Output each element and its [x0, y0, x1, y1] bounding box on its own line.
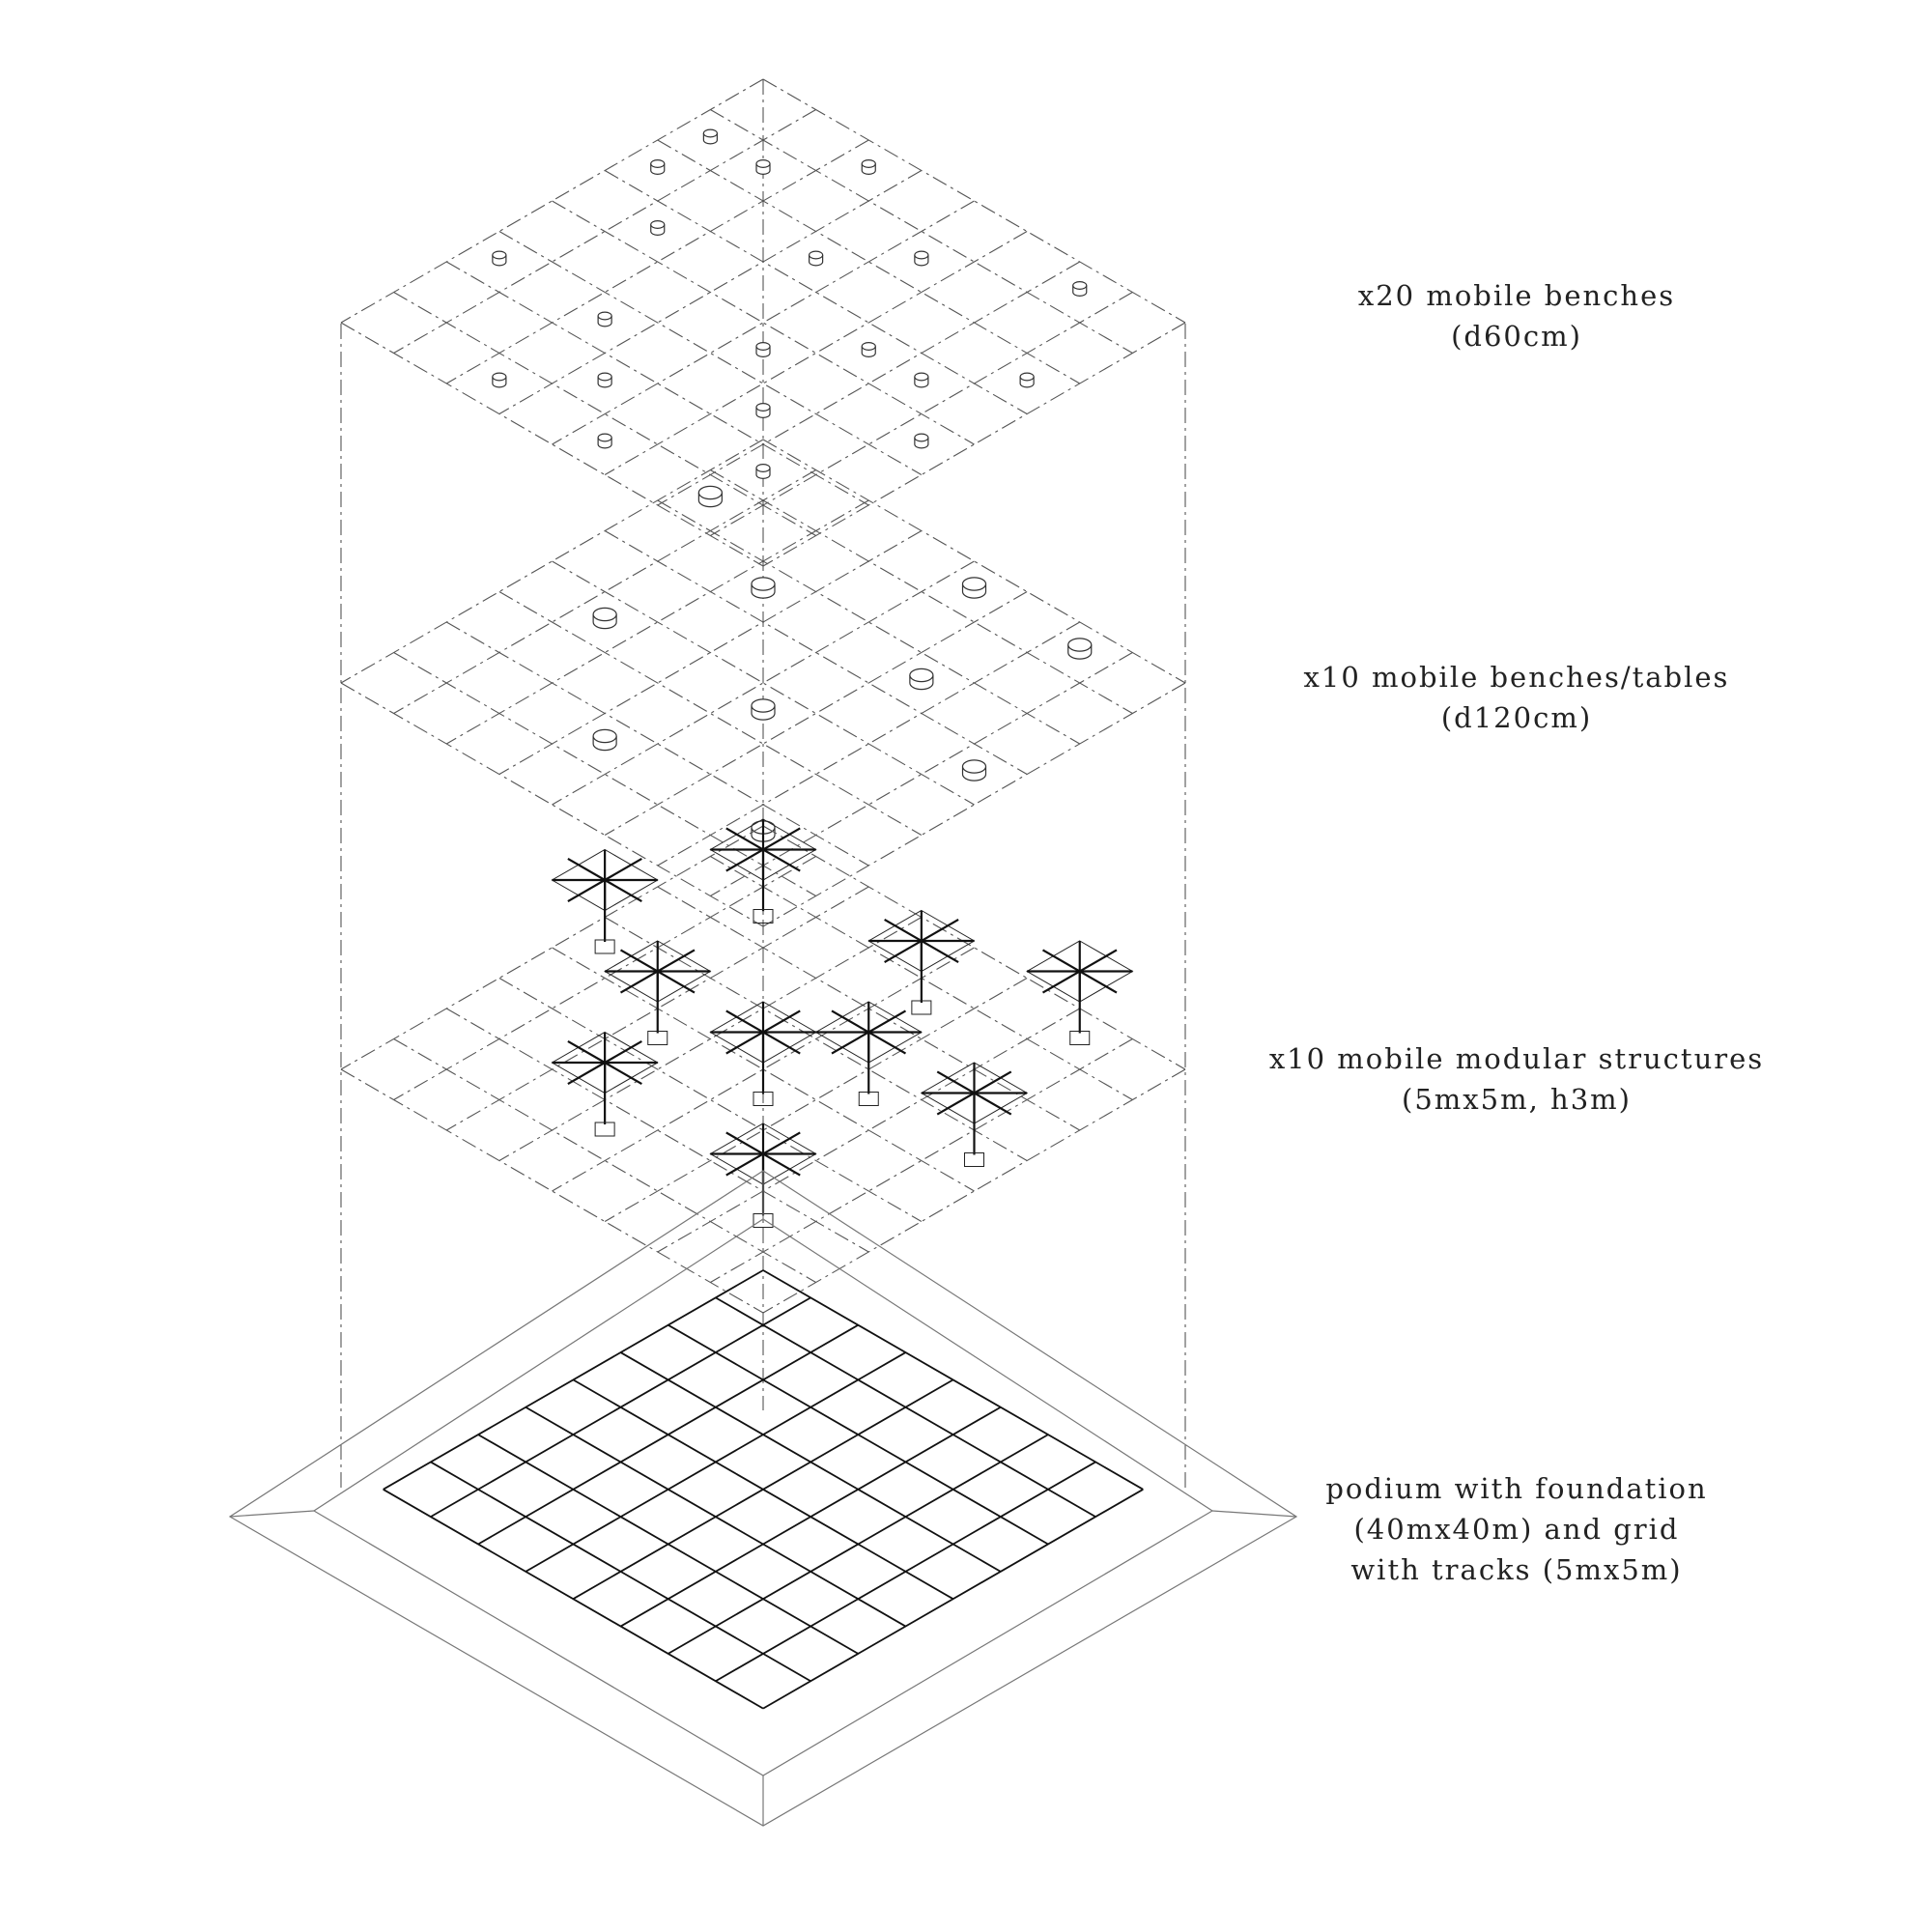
- small-bench: [651, 160, 665, 168]
- small-bench: [756, 343, 770, 351]
- base-block: [859, 1093, 878, 1106]
- small-bench: [598, 434, 611, 441]
- base-block: [912, 1001, 931, 1014]
- caption-podium: [1246, 1468, 1787, 1590]
- small-bench: [915, 251, 928, 259]
- caption-line: (d120cm): [1440, 701, 1593, 734]
- small-bench: [756, 404, 770, 412]
- large-bench: [1068, 639, 1092, 651]
- large-bench: [593, 608, 616, 620]
- caption-benches-tables: [1246, 657, 1787, 738]
- small-bench: [598, 373, 611, 381]
- small-bench: [756, 160, 770, 168]
- modular-structure: [710, 1002, 815, 1106]
- base-block: [965, 1153, 984, 1167]
- vertical-guide-lines: [341, 79, 1185, 1488]
- small-bench: [915, 434, 928, 441]
- modular-structure: [710, 819, 815, 923]
- podium-bevel: [230, 1511, 314, 1517]
- caption-line: (40mx40m) and grid: [1353, 1513, 1680, 1546]
- small-bench: [756, 465, 770, 472]
- base-block: [595, 940, 614, 953]
- small-bench: [862, 160, 875, 168]
- large-bench: [698, 486, 722, 498]
- small-bench: [651, 221, 665, 229]
- small-bench: [810, 251, 823, 259]
- large-bench: [963, 578, 986, 590]
- small-bench: [1020, 373, 1034, 381]
- caption-small-benches: [1246, 275, 1787, 356]
- modular-structure: [553, 1033, 658, 1137]
- caption-line: (d60cm): [1451, 320, 1582, 353]
- small-bench: [915, 373, 928, 381]
- small-bench: [862, 343, 875, 351]
- caption-modular-structures: [1246, 1038, 1787, 1120]
- modular-structure: [816, 1002, 922, 1106]
- small-bench: [493, 373, 506, 381]
- large-bench: [752, 578, 775, 590]
- base-block: [1070, 1032, 1090, 1045]
- modular-structure: [868, 911, 974, 1015]
- caption-line: with tracks (5mx5m): [1350, 1553, 1683, 1586]
- small-bench: [598, 312, 611, 320]
- modular-structure: [1027, 941, 1132, 1045]
- modular-structure: [553, 850, 658, 954]
- large-bench: [963, 760, 986, 773]
- modular-structure: [922, 1063, 1027, 1167]
- large-bench: [910, 668, 933, 681]
- small-bench: [1073, 282, 1087, 290]
- base-block: [595, 1122, 614, 1136]
- large-bench: [593, 729, 616, 742]
- caption-line: (5mx5m, h3m): [1402, 1083, 1632, 1116]
- caption-line: podium with foundation: [1325, 1472, 1708, 1505]
- caption-line: x20 mobile benches: [1357, 279, 1676, 312]
- modular-structure: [605, 941, 710, 1045]
- base-block: [648, 1032, 668, 1045]
- caption-line: x10 mobile modular structures: [1268, 1042, 1765, 1075]
- podium-inner-edge: [314, 1219, 1212, 1776]
- caption-line: x10 mobile benches/tables: [1303, 661, 1730, 694]
- small-bench: [493, 251, 506, 259]
- large-bench: [752, 699, 775, 712]
- small-bench: [703, 129, 717, 137]
